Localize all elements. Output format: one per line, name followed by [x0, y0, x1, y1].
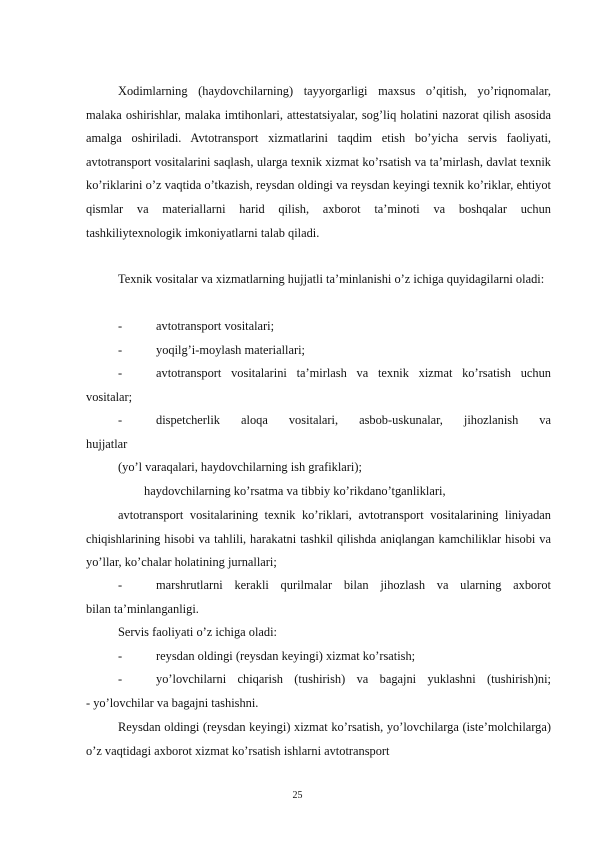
paragraph-service: Servis faoliyati o’z ichiga oladi: [118, 625, 277, 639]
paragraph-inspections: avtotransport vositalarining texnik ko’riklari, avtotransport vositalarining liniyadan chiqishlarining hisobi va tahlili, harakatni tashkil qilishda aniqlangan kamchiliklar hisobi va yo’llar, ko’chalar holatining jurnallari; [86, 508, 551, 570]
list-dash: - [118, 366, 123, 380]
list-item-text: yo’lovchilarni chiqarish (tushirish) va bagajni yuklashni (tushirish)ni; [156, 672, 551, 686]
paragraph-documentation: Texnik vositalar va xizmatlarning hujjatli ta’minlanishi o’z ichiga quyidagilarni oladi: [118, 272, 545, 286]
list-item-text: dispetcherlik aloqa vositalari, asbob-uskunalar, jihozlanish va [156, 413, 551, 427]
paragraph-training: Xodimlarning (haydovchilarning) tayyorgarligi maxsus o’qitish, yo’riqnomalar, malaka oshirishlar, malaka imtihonlari, attestatsiyalar, sog’liq holatini nazorat qilish asosida amalga oshiriladi. Avtotransport xizmatlarini taqdim etish bo’yicha servis faoliyati, avtotransport vositalarini saqlash, ularga texnik xizmat ko’rsatish va ta’mirlash, davlat texnik ko’riklarini o’z vaqtida o’tkazish, reysdan oldingi va reysdan keyingi texnik ko’riklar, ehtiyot qismlar va materiallarni harid qilish, axborot ta’minoti va boshqalar uchun tashkiliytexnologik imkoniyatlarni talab qiladi. [86, 84, 551, 240]
list-item-continuation: vositalar; [86, 390, 133, 404]
list-dash: - [118, 578, 123, 592]
list-dash: - [118, 649, 123, 663]
paragraph-pre-trip: Reysdan oldingi (reysdan keyingi) xizmat ko’rsatish, yo’lovchilarga (iste’molchilarga) o’z vaqtidagi axborot xizmat ko’rsatish ishlarni avtotransport [86, 720, 551, 758]
list-item-text: avtotransport vositalari; [156, 319, 275, 333]
list-dash: - [118, 672, 123, 686]
list-item-text: avtotransport vositalarini ta’mirlash va texnik xizmat ko’rsatish uchun [156, 366, 551, 380]
list-item-text: marshrutlarni kerakli qurilmalar bilan jihozlash va ularning axborot [156, 578, 551, 592]
page-number: 25 [292, 790, 303, 801]
list-dash: - [118, 413, 123, 427]
drivers-line: haydovchilarning ko’rsatma va tibbiy ko’rikdano’tganliklari, [144, 484, 446, 498]
list-dash: - [118, 319, 123, 333]
list-item-text: reysdan oldingi (reysdan keyingi) xizmat ko’rsatish; [156, 649, 416, 663]
waybills-line: (yo’l varaqalari, haydovchilarning ish grafiklari); [118, 460, 362, 474]
list-item-text: yoqilg’i-moylash materiallari; [156, 343, 305, 357]
list-item-continuation: - yo’lovchilar va bagajni tashishni. [86, 696, 259, 710]
list-dash: - [118, 343, 123, 357]
list-item-continuation: bilan ta’minlanganligi. [86, 602, 199, 616]
list-item-continuation: hujjatlar [86, 437, 128, 451]
